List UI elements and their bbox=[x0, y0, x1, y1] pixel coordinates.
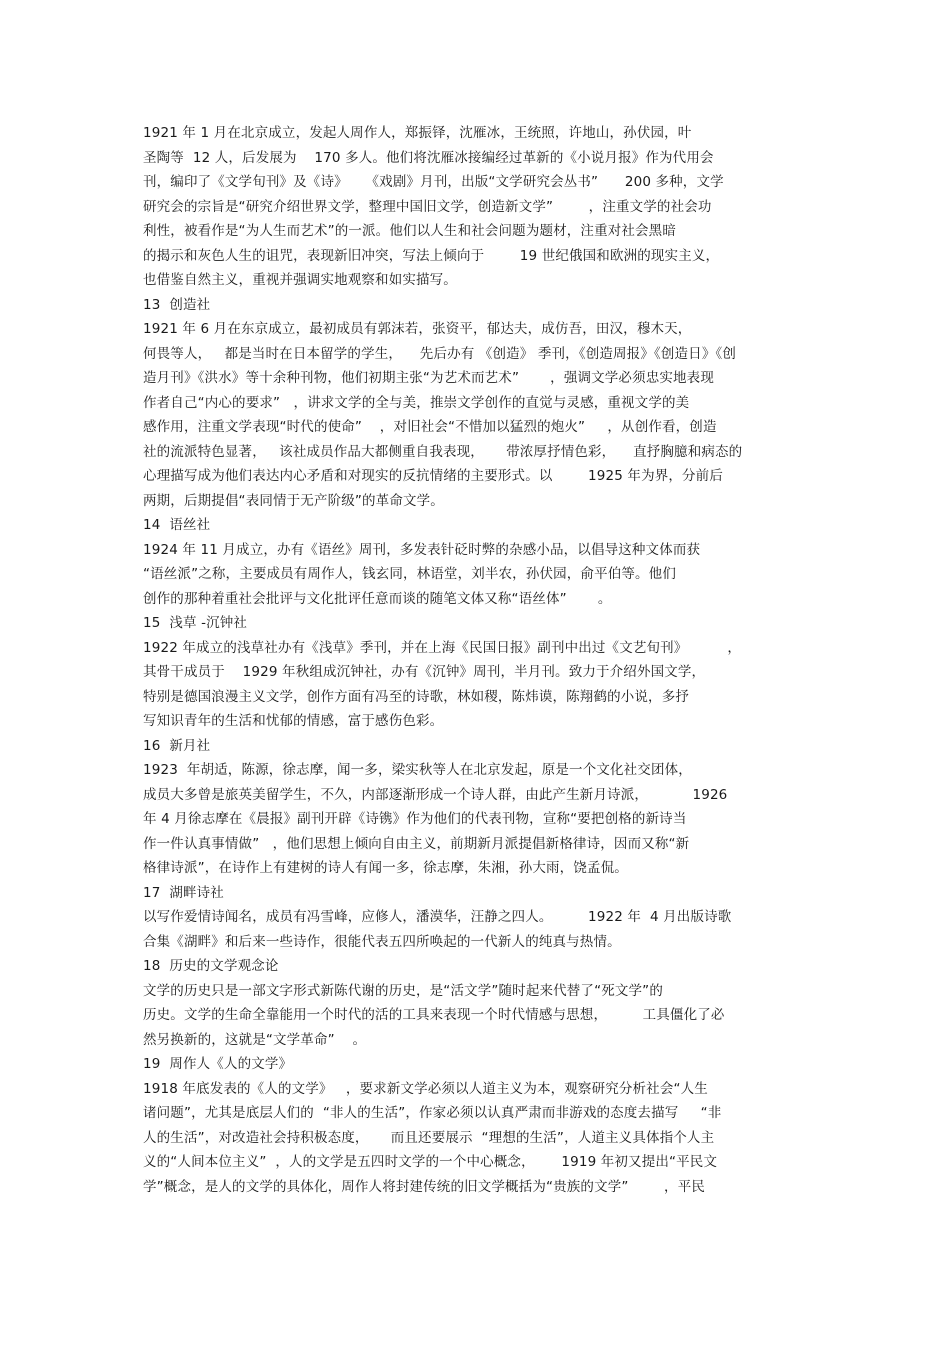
text-line: 然另换新的，这就是“文学革命” 。 bbox=[143, 1031, 367, 1048]
text-line: 也借鉴自然主义，重视并强调实地观察和如实描写。 bbox=[143, 272, 457, 288]
text-line: 两期，后期提倡“表同情于无产阶级”的革命文学。 bbox=[143, 492, 444, 509]
text-line: 1921 年 6 月在东京成立，最初成员有郭沫若，张资平，郁达夫，成仿吾，田汉，穆木天， bbox=[143, 321, 692, 337]
text-line: 14 语丝社 bbox=[143, 517, 211, 533]
text-line: 特别是德国浪漫主义文学，创作方面有冯至的诗歌，林如稷，陈炜谟，陈翔鹤的小说，多抒 bbox=[143, 688, 689, 705]
text-line: 创作的那种着重社会批评与文化批评任意而谈的随笔文体又称“语丝体” 。 bbox=[143, 590, 612, 607]
text-line: 1922 年成立的浅草社办有《浅草》季刊，并在上海《民国日报》副刊中出过《文艺旬刊》 ， bbox=[143, 639, 742, 656]
text-line: 心理描写成为他们表达内心矛盾和对现实的反抗情绪的主要形式。以 1925 年为界，分前后 bbox=[143, 468, 723, 484]
text-line: 15 浅草 -沉钟社 bbox=[143, 615, 248, 631]
text-line: 社的流派特色显著， 该社成员作品大都侧重自我表现， 带浓厚抒情色彩， 直抒胸臆和病态的 bbox=[143, 443, 743, 460]
text-line: “语丝派”之称，主要成员有周作人，钱玄同，林语堂，刘半农，孙伏园，俞平伯等。他们 bbox=[143, 566, 676, 582]
text-line: 其骨干成员于 1929 年秋组成沉钟社，办有《沉钟》周刊，半月刊。致力于介绍外国文学， bbox=[143, 664, 706, 680]
text-line: 格律诗派”，在诗作上有建树的诗人有闻一多，徐志摩，朱湘，孙大雨，饶孟侃。 bbox=[143, 860, 628, 876]
text-line: 利性，被看作是“为人生而艺术”的一派。他们以人生和社会问题为题材，注重对社会黑暗 bbox=[143, 223, 676, 239]
text-line: 人的生活”，对改造社会持积极态度， 而且还要展示 “理想的生活”，人道主义具体指个人主 bbox=[143, 1129, 715, 1146]
text-line: 学”概念，是人的文学的具体化，周作人将封建传统的旧文学概括为“贵族的文学” ，平民 bbox=[143, 1178, 706, 1195]
text-line: 诸问题”，尤其是底层人们的 “非人的生活”，作家必须以认真严肃而非游戏的态度去描写 “非 bbox=[143, 1105, 722, 1121]
text-line: 刊，编印了《文学旬刊》及《诗》 《戏剧》月刊，出版“文学研究会丛书” 200 多种，文学 bbox=[143, 174, 724, 190]
text-line: 13 创造社 bbox=[143, 296, 211, 313]
text-line: 合集《湖畔》和后来一些诗作，很能代表五四所唤起的一代新人的纯真与热情。 bbox=[143, 933, 621, 950]
text-line: 1924 年 11 月成立，办有《语丝》周刊，多发表针砭时弊的杂感小品，以倡导这种文体而获 bbox=[143, 541, 701, 558]
document-body bbox=[143, 121, 808, 1199]
text-line: 1921 年 1 月在北京成立，发起人周作人，郑振铎，沈雁冰，王统照，许地山，孙伏园，叶 bbox=[143, 125, 692, 141]
text-line: 年 4 月徐志摩在《晨报》副刊开辟《诗镌》作为他们的代表刊物，宣称“要把创格的新诗当 bbox=[143, 811, 687, 827]
text-line: 圣陶等 12 人，后发展为 170 多人。他们将沈雁冰接编经过革新的《小说月报》作为代用会 bbox=[143, 149, 714, 166]
text-line: 何畏等人， 都是当时在日本留学的学生， 先后办有 《创造》 季刊，《创造周报》《创造日》《创 bbox=[143, 345, 737, 362]
text-line: 造月刊》《洪水》等十余种刊物，他们初期主张“为艺术而艺术” ，强调文学必须忠实地表现 bbox=[143, 370, 714, 386]
text-line: 研究会的宗旨是“研究介绍世界文学，整理中国旧文学，创造新文学” ，注重文学的社会功 bbox=[143, 198, 712, 215]
text-line: 历史。文学的生命全靠能用一个时代的活的工具来表现一个时代情感与思想， 工具僵化了必 bbox=[143, 1007, 725, 1023]
text-line: 义的“人间本位主义” ，人的文学是五四时文学的一个中心概念， 1919 年初又提出“平民文 bbox=[143, 1154, 718, 1170]
text-line: 以写作爱情诗闻名，成员有冯雪峰，应修人，潘漠华，汪静之四人。 1922 年 4 月出版诗歌 bbox=[143, 909, 732, 925]
text-line: 1923 年胡适，陈源，徐志摩，闻一多，梁实秋等人在北京发起，原是一个文化社交团体， bbox=[143, 762, 692, 778]
text-line: 作一件认真事情做” ，他们思想上倾向自由主义，前期新月派提倡新格律诗，因而又称“新 bbox=[143, 835, 690, 852]
text-line: 写知识青年的生活和忧郁的情感，富于感伤色彩。 bbox=[143, 713, 444, 729]
text-line: 1918 年底发表的《人的文学》 ，要求新文学必须以人道主义为本，观察研究分析社会“人生 bbox=[143, 1080, 708, 1097]
text-line: 感作用，注重文学表现“时代的使命” ，对旧社会“不惜加以猛烈的炮火” ，从创作看，创造 bbox=[143, 419, 717, 435]
text-line: 16 新月社 bbox=[143, 737, 211, 754]
text-line: 成员大多曾是旅英美留学生，不久，内部逐渐形成一个诗人群，由此产生新月诗派， 1926 bbox=[143, 786, 728, 803]
text-line: 作者自己“内心的要求” ，讲求文学的全与美，推崇文学创作的直觉与灵感，重视文学的美 bbox=[143, 394, 690, 411]
text-line: 18 历史的文学观念论 bbox=[143, 958, 279, 974]
text-line: 文学的历史只是一部文字形式新陈代谢的历史，是“活文学”随时起来代替了“死文学”的 bbox=[143, 982, 663, 999]
text-line: 19 周作人《人的文学》 bbox=[143, 1056, 293, 1072]
text-line: 17 湖畔诗社 bbox=[143, 884, 224, 901]
text-line: 的揭示和灰色人生的诅咒，表现新旧冲突，写法上倾向于 19 世纪俄国和欧洲的现实主义， bbox=[143, 247, 720, 264]
